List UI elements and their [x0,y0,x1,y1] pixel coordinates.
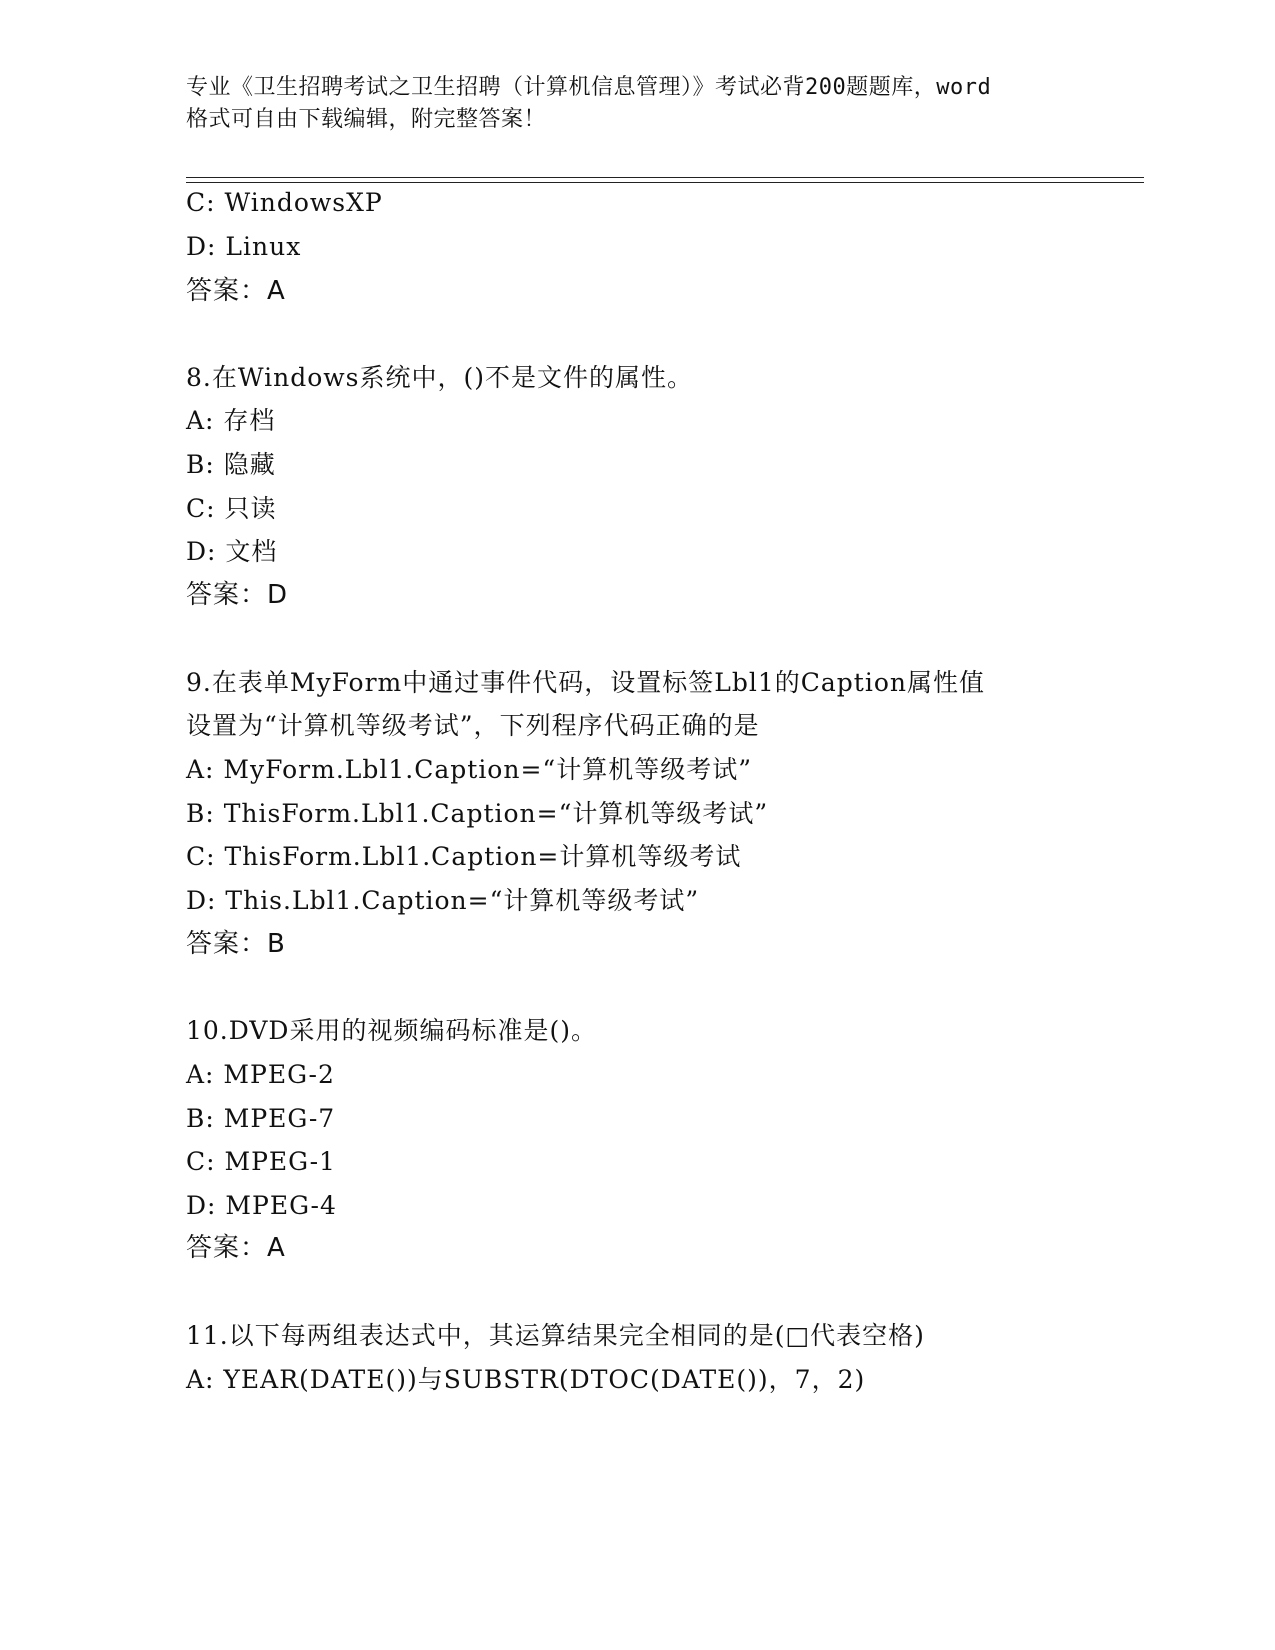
q8-option-d: D: 文档 [186,537,278,566]
q8-option-b: B: 隐藏 [186,450,276,479]
q8-option-a: A: 存档 [186,406,276,435]
q9-stem-line-2: 设置为“计算机等级考试”，下列程序代码正确的是 [186,711,760,740]
document-header [186,72,1086,136]
q10-option-d: D: MPEG-4 [186,1191,337,1220]
header-title-line-2: 格式可自由下载编辑，附完整答案！ [186,107,547,132]
q9-answer: 答案：B [186,929,286,959]
q10-stem: 10.DVD采用的视频编码标准是()。 [186,1016,597,1045]
header-divider-top [186,177,1144,178]
q9-option-c: C: ThisForm.Lbl1.Caption=计算机等级考试 [186,842,742,871]
q10-answer: 答案：A [186,1233,286,1263]
q8-option-c: C: 只读 [186,494,277,523]
q7-option-d: D: Linux [186,232,302,261]
q9-stem-line-1: 9.在表单MyForm中通过事件代码，设置标签Lbl1的Caption属性值 [186,668,986,697]
q10-option-a: A: MPEG-2 [186,1060,335,1089]
q8-answer: 答案：D [186,580,289,610]
q7-option-c: C: WindowsXP [186,188,383,217]
header-divider-bottom [186,182,1144,183]
q9-option-a: A: MyForm.Lbl1.Caption=“计算机等级考试” [186,755,752,784]
header-title-line-1: 专业《卫生招聘考试之卫生招聘（计算机信息管理）》考试必背200题题库，word [186,75,992,100]
q10-option-c: C: MPEG-1 [186,1147,336,1176]
q9-option-b: B: ThisForm.Lbl1.Caption=“计算机等级考试” [186,799,769,828]
q11-option-a: A: YEAR(DATE())与SUBSTR(DTOC(DATE())，7，2) [186,1365,866,1394]
q11-stem: 11.以下每两组表达式中，其运算结果完全相同的是(□代表空格) [186,1321,925,1350]
q8-stem: 8.在Windows系统中，()不是文件的属性。 [186,363,693,392]
q7-answer: 答案：A [186,276,286,306]
q10-option-b: B: MPEG-7 [186,1104,336,1133]
q9-option-d: D: This.Lbl1.Caption=“计算机等级考试” [186,886,700,915]
